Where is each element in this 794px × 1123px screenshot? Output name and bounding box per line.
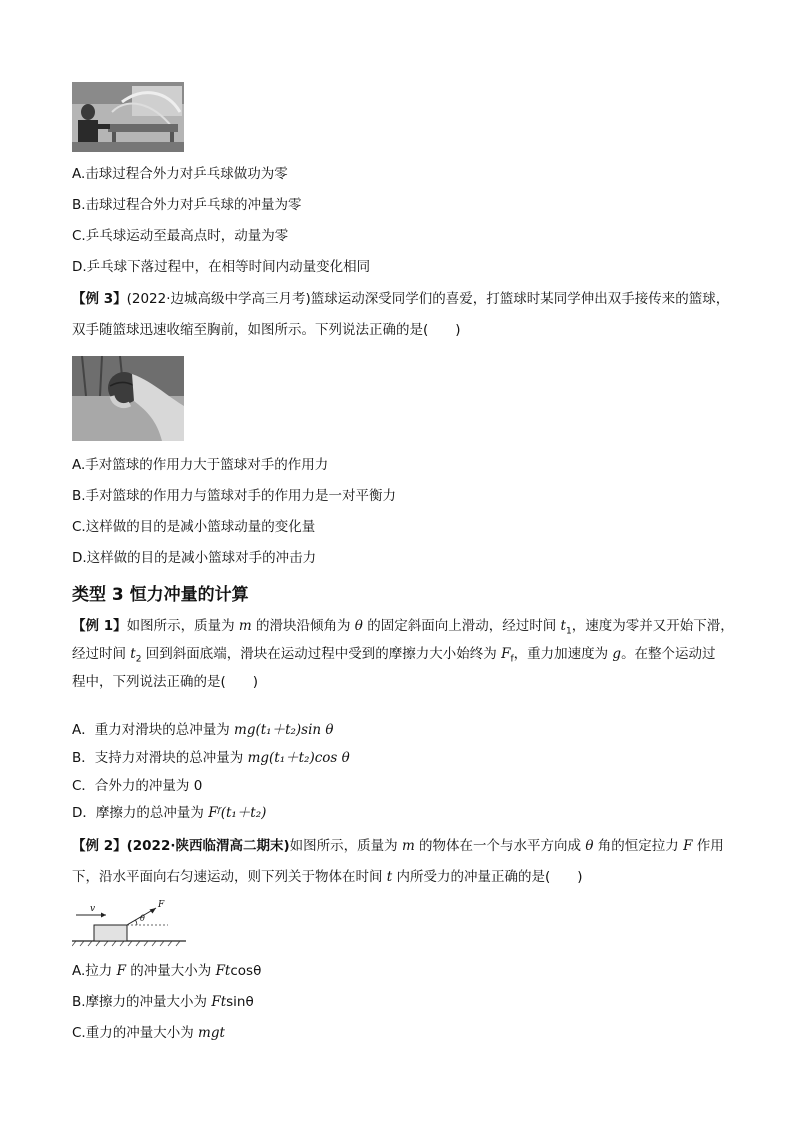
example1-line3: 程中，下列说法正确的是( ) <box>72 674 259 690</box>
example2-option-c <box>72 1027 225 1041</box>
formula: mgt <box>198 1025 225 1041</box>
symbol-m: m <box>238 618 252 634</box>
text-segment: ，速度为零并又开始下滑， <box>571 618 734 634</box>
symbol-F: F <box>116 963 126 979</box>
example2-line1 <box>72 840 724 854</box>
example2-line2 <box>72 871 583 885</box>
text-segment: 如图所示，质量为 <box>289 838 402 854</box>
pingpong-option-c: C.乒乓球运动至最高点时，动量为零 <box>72 228 289 244</box>
text-segment: 经过时间 <box>72 646 131 662</box>
text-segment: 作用 <box>692 838 724 854</box>
symbol-m: m <box>401 838 415 854</box>
velocity-label: v <box>90 904 96 914</box>
option-text: B．支持力对滑块的总冲量为 <box>72 750 248 766</box>
symbol-theta: θ <box>585 838 594 854</box>
force-diagram <box>72 900 188 948</box>
example1-option-c: C．合外力的冲量为 0 <box>72 778 203 794</box>
text-segment: 的固定斜面向上滑动，经过时间 <box>362 618 561 634</box>
basketball-option-c: C.这样做的目的是减小篮球动量的变化量 <box>72 519 316 535</box>
subscript: 1 <box>565 626 572 637</box>
basketball-option-d: D.这样做的目的是减小篮球对手的冲击力 <box>72 550 317 566</box>
example1-option-a <box>72 724 334 738</box>
text-segment: 如图所示，质量为 <box>126 618 239 634</box>
formula-tail: cosθ <box>230 963 262 979</box>
pingpong-option-a: A.击球过程合外力对乒乓球做功为零 <box>72 166 288 182</box>
symbol-F: F <box>501 646 511 662</box>
text-segment: 的滑块沿倾角为 <box>251 618 355 634</box>
formula: Fᶠ(t₁＋t₂) <box>208 805 267 821</box>
pingpong-option-d: D.乒乓球下落过程中，在相等时间内动量变化相同 <box>72 259 371 275</box>
basketball-question-line2: 双手随篮球迅速收缩至胸前，如图所示。下列说法正确的是( ) <box>72 322 461 338</box>
section-heading: 类型 3 恒力冲量的计算 <box>72 585 249 605</box>
pingpong-option-b: B.击球过程合外力对乒乓球的冲量为零 <box>72 197 302 213</box>
symbol-t: t <box>560 618 566 634</box>
text-segment: ，重力加速度为 <box>513 646 613 662</box>
formula: Ft <box>211 994 227 1010</box>
subscript: f <box>510 654 514 665</box>
basketball-question-line1 <box>72 293 729 307</box>
option-text: A．重力对滑块的总冲量为 <box>72 722 235 738</box>
text-segment: 。在整个运动过 <box>621 646 716 662</box>
text-segment: 回到斜面底端，滑块在运动过程中受到的摩擦力大小始终为 <box>141 646 502 662</box>
question-tag: 【例 2】 <box>72 838 127 854</box>
symbol-g: g <box>612 646 622 662</box>
question-tag: 【例 3】 <box>72 291 127 307</box>
text-segment: 角的恒定拉力 <box>593 838 684 854</box>
question-tag: 【例 1】 <box>72 618 127 634</box>
option-text: C.重力的冲量大小为 <box>72 1025 199 1041</box>
symbol-t: t <box>130 646 136 662</box>
example1-option-d <box>72 807 266 821</box>
symbol-F: F <box>683 838 693 854</box>
subscript: 2 <box>135 654 142 665</box>
angle-label: θ <box>140 914 145 923</box>
question-text: (2022·边城高级中学高三月考)篮球运动深受同学们的喜爱，打篮球时某同学伸出双手接传来的篮球， <box>126 291 730 307</box>
question-source: (2022·陕西临渭高二期末) <box>126 838 290 854</box>
example2-option-a <box>72 965 261 979</box>
basketball-option-a: A.手对篮球的作用力大于篮球对手的作用力 <box>72 457 329 473</box>
option-text: D．摩擦力的总冲量为 <box>72 805 209 821</box>
pingpong-photo <box>72 82 184 152</box>
example2-option-b <box>72 996 254 1010</box>
option-text: B.摩擦力的冲量大小为 <box>72 994 212 1010</box>
formula-tail: sinθ <box>226 994 254 1010</box>
symbol-theta: θ <box>354 618 363 634</box>
example1-option-b <box>72 752 350 766</box>
formula: mg(t₁＋t₂)cos θ <box>247 750 350 766</box>
basketball-photo <box>72 356 184 441</box>
formula: Ft <box>215 963 231 979</box>
example1-line1 <box>72 620 734 637</box>
symbol-t: t <box>386 869 393 885</box>
text-segment: 下，沿水平面向右匀速运动，则下列关于物体在时间 <box>72 869 387 885</box>
basketball-option-b: B.手对篮球的作用力与篮球对手的作用力是一对平衡力 <box>72 488 397 504</box>
option-text: 的冲量大小为 <box>125 963 216 979</box>
formula: mg(t₁＋t₂)sin θ <box>234 722 334 738</box>
text-segment: 内所受力的冲量正确的是( ) <box>392 869 583 885</box>
option-text: A.拉力 <box>72 963 117 979</box>
text-segment: 的物体在一个与水平方向成 <box>414 838 586 854</box>
example1-line2 <box>72 648 716 665</box>
force-label: F <box>158 900 165 910</box>
